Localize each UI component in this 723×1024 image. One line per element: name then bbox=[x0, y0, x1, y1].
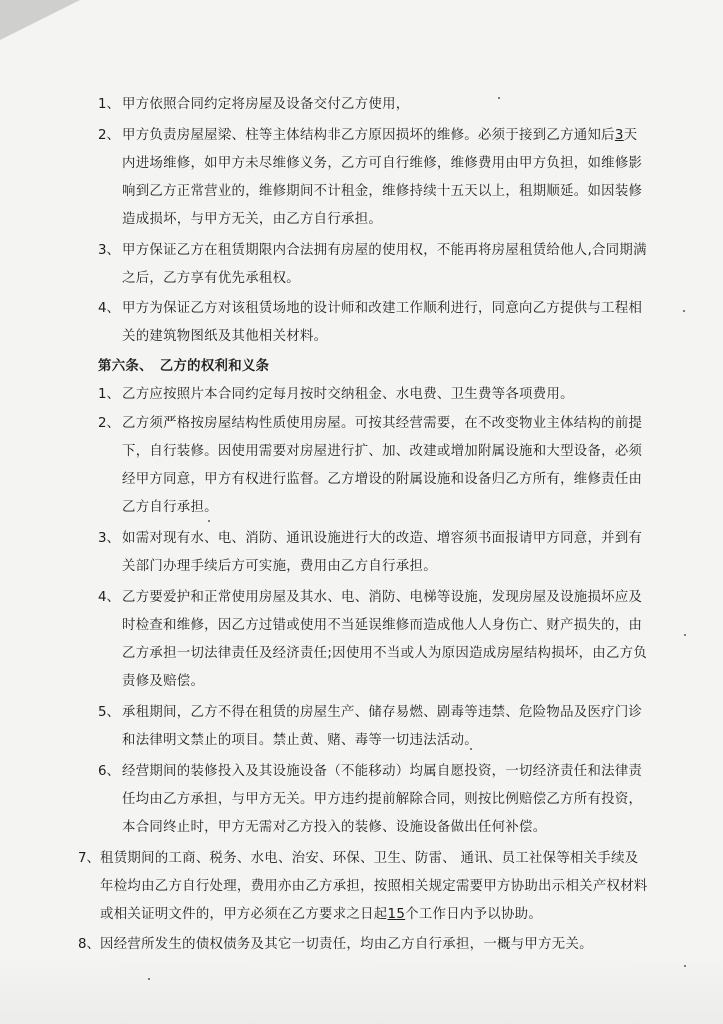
clause-line: 造成损坏，与甲方无关，由乙方自行承担。 bbox=[122, 212, 383, 227]
clause-line: 年检均由乙方自行处理，费用亦由乙方承担，按照相关规定需要甲方协助出示相关产权材料 bbox=[100, 879, 648, 894]
clause-line: 甲方为保证乙方对该租赁场地的设计师和改建工作顺利进行，同意向乙方提供与工程相 bbox=[122, 301, 643, 316]
item-number: 4、 bbox=[98, 301, 120, 316]
scan-speck bbox=[498, 97, 500, 99]
scan-speck bbox=[684, 634, 686, 636]
clause-line: 下，自行装修。因使用需要对房屋进行扩、加、改建或增加附属设施和大型设备，必须 bbox=[122, 444, 643, 459]
clause-line: 甲方依照合同约定将房屋及设备交付乙方使用， bbox=[122, 97, 410, 112]
clause-line: 甲方保证乙方在租赁期限内合法拥有房屋的使用权，不能再将房屋租赁给他人,合同期满 bbox=[122, 243, 647, 258]
item-number: 5、 bbox=[98, 705, 120, 720]
workdays-value: 15 bbox=[387, 907, 406, 922]
item-number: 7、 bbox=[78, 851, 100, 866]
clause-line: 因经营所发生的债权债务及其它一切责任，均由乙方自行承担，一概与甲方无关。 bbox=[100, 937, 593, 952]
clause-line: 关的建筑物图纸及其他相关材料。 bbox=[122, 329, 328, 344]
clause-line: 任均由乙方承担，与甲方无关。甲方违约提前解除合同，则按比例赔偿乙方所有投资， bbox=[122, 792, 643, 807]
item-number: 1、 bbox=[98, 387, 120, 402]
clause-line: 乙方应按照片本合同约定每月按时交纳租金、水电费、卫生费等各项费用。 bbox=[122, 387, 574, 402]
item-number: 1、 bbox=[98, 97, 120, 112]
scan-speck bbox=[208, 520, 210, 522]
days-value: 3 bbox=[614, 128, 624, 143]
clause-line: 乙方承担一切法律责任及经济责任;因使用不当或人为原因造成房屋结构损坏，由乙方负 bbox=[122, 646, 648, 661]
item-number: 8、 bbox=[78, 937, 100, 952]
clause-line: 乙方自行承担。 bbox=[122, 500, 218, 515]
clause-line: 之后，乙方享有优先承租权。 bbox=[122, 271, 300, 286]
clause-line: 甲方负责房屋屋梁、柱等主体结构非乙方原因损坏的维修。必须于接到乙方通知后3天 bbox=[122, 128, 638, 143]
clause-line: 经营期间的装修投入及其设施设备（不能移动）均属自愿投资，一切经济责任和法律责 bbox=[122, 764, 643, 779]
clause-line: 乙方须严格按房屋结构性质使用房屋。可按其经营需要，在不改变物业主体结构的前提 bbox=[122, 416, 643, 431]
clause-line: 经甲方同意，甲方有权进行监督。乙方增设的附属设施和设备归乙方所有，维修责任由 bbox=[122, 472, 643, 487]
scan-speck bbox=[148, 978, 150, 980]
clause-line: 租赁期间的工商、税务、水电、治安、环保、卫生、防雷、 通讯、员工社保等相关手续及 bbox=[100, 851, 639, 866]
clause-line: 承租期间，乙方不得在租赁的房屋生产、储存易燃、剧毒等违禁、危险物品及医疗门诊 bbox=[122, 705, 643, 720]
section-heading: 第六条、 乙方的权利和义条 bbox=[98, 359, 270, 374]
clause-line: 责修及赔偿。 bbox=[122, 674, 205, 689]
clause-line: 或相关证明文件的，甲方必须在乙方要求之日起15个工作日内予以协助。 bbox=[100, 907, 543, 922]
scan-speck bbox=[683, 310, 685, 312]
item-number: 3、 bbox=[98, 243, 120, 258]
scan-speck bbox=[684, 965, 686, 967]
clause-line: 乙方要爱护和正常使用房屋及其水、电、消防、电梯等设施，发现房屋及设施损坏应及 bbox=[122, 590, 643, 605]
clause-line: 本合同终止时，甲方无需对乙方投入的装修、设施设备做出任何补偿。 bbox=[122, 820, 547, 835]
item-number: 3、 bbox=[98, 531, 120, 546]
clause-line: 关部门办理手续后方可实施，费用由乙方自行承担。 bbox=[122, 559, 437, 574]
clause-line: 和法律明文禁止的项目。禁止黄、赌、毒等一切违法活动。 bbox=[122, 733, 478, 748]
clause-line: 时检查和维修，因乙方过错或使用不当延误维修而造成他人人身伤亡、财产损失的，由 bbox=[122, 618, 643, 633]
clause-line: 响到乙方正常营业的，维修期间不计租金，维修持续十五天以上，租期顺延。如因装修 bbox=[122, 184, 643, 199]
scan-speck bbox=[470, 748, 472, 750]
item-number: 2、 bbox=[98, 416, 120, 431]
item-number: 4、 bbox=[98, 590, 120, 605]
item-number: 6、 bbox=[98, 764, 120, 779]
clause-line: 如需对现有水、电、消防、通讯设施进行大的改造、增容须书面报请甲方同意，并到有 bbox=[122, 531, 643, 546]
clause-line: 内进场维修，如甲方未尽维修义务，乙方可自行维修，维修费用由甲方负担，如维修影 bbox=[122, 156, 643, 171]
item-number: 2、 bbox=[98, 128, 120, 143]
